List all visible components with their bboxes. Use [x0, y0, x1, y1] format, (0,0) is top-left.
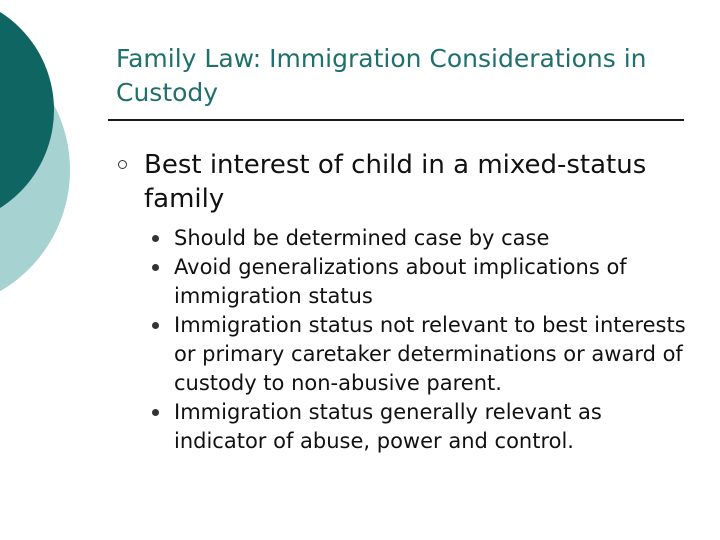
list-item	[148, 253, 688, 311]
light-teal-circle	[0, 30, 70, 300]
decorative-circles	[0, 0, 120, 300]
sub-bullet-text: Immigration status generally relevant as indicator of abuse, power and control.	[174, 400, 602, 453]
list-item	[148, 398, 688, 456]
title-divider	[108, 119, 684, 121]
dark-teal-circle	[0, 0, 54, 226]
main-bullet-text: Best interest of child in a mixed-status family	[144, 150, 647, 214]
list-item	[148, 224, 688, 253]
list-item	[148, 311, 688, 398]
list-item-main	[118, 148, 688, 216]
bullet-dot-icon	[152, 235, 159, 242]
bullet-list	[118, 148, 688, 456]
slide-title: Family Law: Immigration Considerations in Custody	[116, 44, 647, 107]
hollow-bullet-icon	[118, 160, 127, 169]
bullet-dot-icon	[152, 409, 159, 416]
bullet-dot-icon	[152, 322, 159, 329]
sub-bullet-text: Avoid generalizations about implications of immigration status	[174, 255, 627, 308]
sub-bullet-text: Should be determined case by case	[174, 226, 550, 250]
bullet-dot-icon	[152, 264, 159, 271]
sub-bullet-list	[148, 224, 688, 456]
sub-bullet-text: Immigration status not relevant to best interests or primary caretaker determinations or award of custody to non-abusive parent.	[174, 313, 686, 395]
